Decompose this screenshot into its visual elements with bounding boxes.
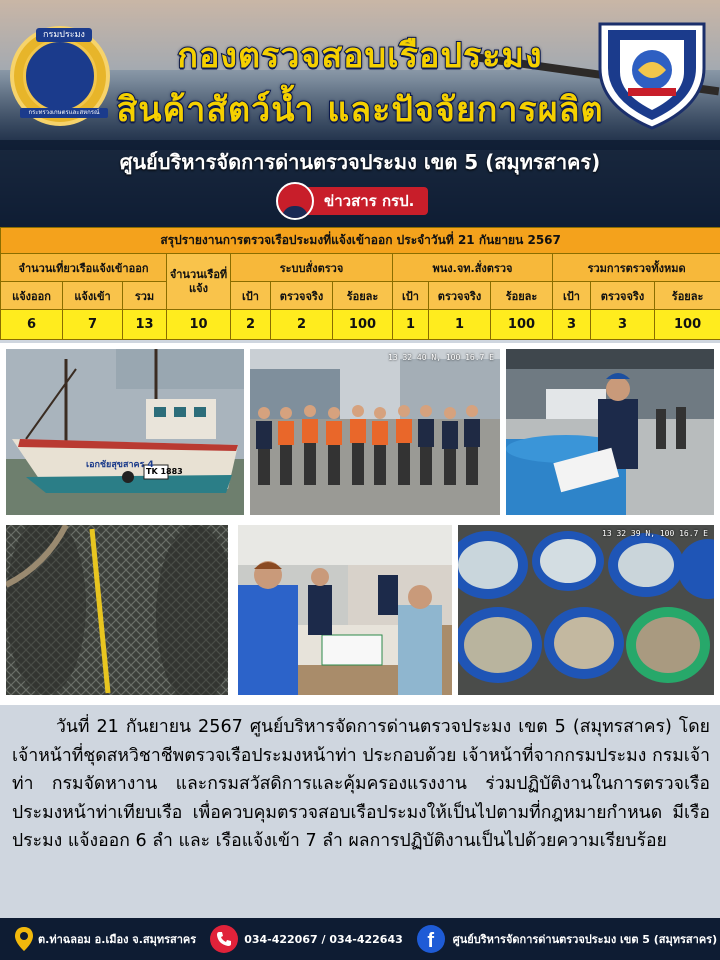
subheader-officer-target: เป้า (393, 282, 429, 310)
value-boats-notified: 10 (167, 310, 231, 340)
subheader-notify-in: แจ้งเข้า (63, 282, 123, 310)
reporter-avatar-icon (276, 182, 314, 220)
news-label: ข่าวสาร กรป. (308, 187, 428, 215)
value-system-actual: 2 (271, 310, 333, 340)
news-badge (276, 184, 428, 218)
subheader-sum: รวม (123, 282, 167, 310)
subheader-total-actual: ตรวจจริง (591, 282, 655, 310)
value-officer-target: 1 (393, 310, 429, 340)
photo-inspection-team (250, 349, 500, 515)
logo-left-top-text: กรมประมง (36, 28, 92, 42)
subheader-officer-percent: ร้อยละ (491, 282, 553, 310)
header-subtitle: ศูนย์บริหารจัดการด่านตรวจประมง เขต 5 (สมุทรสาคร) (119, 150, 601, 174)
value-total-actual: 3 (591, 310, 655, 340)
value-system-percent: 100 (333, 310, 393, 340)
photo-fishing-net (6, 525, 228, 695)
footer-contact-bar (0, 918, 720, 960)
inspection-summary-table (0, 227, 720, 340)
value-system-target: 2 (231, 310, 271, 340)
photo-catch-baskets (458, 525, 714, 695)
header-banner (0, 0, 720, 227)
photo-officer-clipboard (506, 349, 714, 515)
header-title-line2: สินค้าสัตว์น้ำ และปัจจัยการผลิต (116, 90, 604, 130)
value-officer-actual: 1 (429, 310, 491, 340)
subheader-total-target: เป้า (553, 282, 591, 310)
footer-facebook-page[interactable]: ศูนย์บริหารจัดการด่านตรวจประมง เขต 5 (สมุทรสาคร) (452, 933, 718, 946)
photo-gps-stamp: 13 32 40 N, 100 16.7 E (388, 353, 494, 362)
footer-address: ต.ท่าฉลอม อ.เมือง จ.สมุทรสาคร (38, 933, 197, 946)
subheader-notify-out: แจ้งออก (1, 282, 63, 310)
header-title-line1: กองตรวจสอบเรือประมง (177, 36, 543, 76)
header-notify-trips: จำนวนเที่ยวเรือแจ้งเข้าออก (1, 254, 167, 282)
photo-gps-stamp-baskets: 13 32 39 N, 100 16.7 E (602, 529, 708, 538)
value-notify-out: 6 (1, 310, 63, 340)
subheader-total-percent: ร้อยละ (655, 282, 720, 310)
boat-name-text: เอกชัยสุขสาคร 4 (86, 460, 154, 470)
footer-phone[interactable]: 034-422067 / 034-422643 (244, 932, 403, 946)
subheader-system-target: เป้า (231, 282, 271, 310)
phone-icon (210, 925, 238, 953)
header-system-order: ระบบสั่งตรวจ (231, 254, 393, 282)
table-title: สรุปรายงานการตรวจเรือประมงที่แจ้งเข้าออก ประจำวันที่ 21 กันยายน 2567 (1, 228, 720, 254)
photo-collage (0, 343, 720, 705)
subheader-officer-actual: ตรวจจริง (429, 282, 491, 310)
photo-document-inspection (238, 525, 452, 695)
location-pin-icon (14, 926, 34, 952)
header-boats-notified: จำนวนเรือที่แจ้ง (167, 254, 231, 310)
photo-fishing-boat (6, 349, 244, 515)
header-officer-order: พนง.จท.สั่งตรวจ (393, 254, 553, 282)
subheader-system-percent: ร้อยละ (333, 282, 393, 310)
value-total-target: 3 (553, 310, 591, 340)
subheader-system-actual: ตรวจจริง (271, 282, 333, 310)
news-paragraph: วันที่ 21 กันยายน 2567 ศูนย์บริหารจัดการด่านตรวจประมง เขต 5 (สมุทรสาคร) โดยเจ้าหน้าที่ชุดสหวิชาชีพตรวจเรือประมงหน้าท่า ประกอบด้วย เจ้าหน้าที่จากกรมประมง กรมเจ้าท่า กรมจัดหางาน และกรมสวัสดิการและคุ้มครองแรงงาน ร่วมปฏิบัติงานในการตรวจเรือประมงหน้าท่าเทียบเรือ เพื่อควบคุมตรวจสอบเรือประมงให้เป็นไปตามที่กฎหมายกำหนด มีเรือประมง แจ้งออก 6 ลำ และ เรือแจ้งเข้า 7 ลำ ผลการปฏิบัติงานเป็นไปด้วยความเรียบร้อย (0, 705, 720, 911)
logo-left-bottom-text: กระทรวงเกษตรและสหกรณ์ (20, 108, 108, 118)
value-notify-in: 7 (63, 310, 123, 340)
value-total-percent: 100 (655, 310, 720, 340)
boat-registration-text: TK 1883 (146, 467, 183, 476)
header-total-inspection: รวมการตรวจทั้งหมด (553, 254, 720, 282)
value-sum: 13 (123, 310, 167, 340)
facebook-icon[interactable]: f (417, 925, 445, 953)
value-officer-percent: 100 (491, 310, 553, 340)
